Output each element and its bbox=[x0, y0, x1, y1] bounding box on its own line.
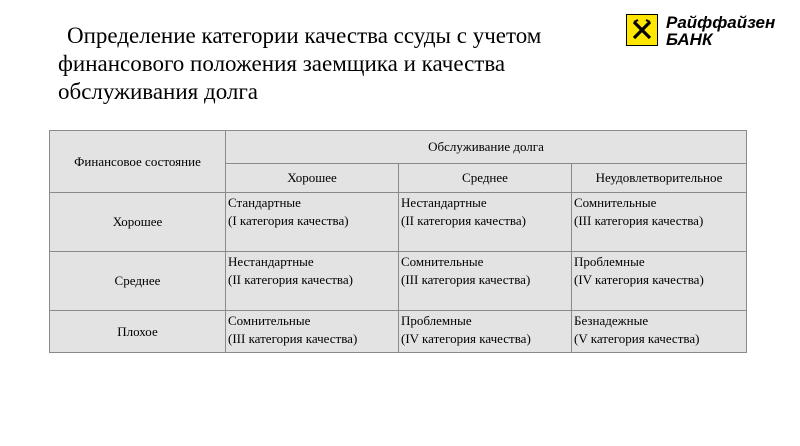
table-cell: Сомнительные (III категория качества) bbox=[572, 193, 747, 252]
quality-category-table bbox=[49, 130, 747, 353]
table-cell: Сомнительные (III категория качества) bbox=[399, 252, 572, 311]
table-cell: Проблемные (IV категория качества) bbox=[572, 252, 747, 311]
financial-state-header: Финансовое состояние bbox=[50, 131, 226, 193]
column-header: Хорошее bbox=[226, 164, 399, 193]
row-label: Среднее bbox=[50, 252, 226, 311]
page-title: Определение категории качества ссуды с учетом финансового положения заемщика и качества обслуживания долга bbox=[58, 23, 542, 104]
debt-service-header: Обслуживание долга bbox=[226, 131, 747, 164]
logo-text-line2: БАНК bbox=[666, 30, 713, 49]
table-row bbox=[50, 193, 747, 252]
table-cell: Нестандартные (II категория качества) bbox=[399, 193, 572, 252]
table-cell: Проблемные (IV категория качества) bbox=[399, 311, 572, 353]
table-row bbox=[50, 252, 747, 311]
column-header: Неудовлетворительное bbox=[572, 164, 747, 193]
table-cell: Безнадежные (V категория качества) bbox=[572, 311, 747, 353]
row-label: Хорошее bbox=[50, 193, 226, 252]
column-header: Среднее bbox=[399, 164, 572, 193]
table-cell: Стандартные (I категория качества) bbox=[226, 193, 399, 252]
table-cell: Сомнительные (III категория качества) bbox=[226, 311, 399, 353]
bank-logo bbox=[626, 14, 775, 48]
table-cell: Нестандартные (II категория качества) bbox=[226, 252, 399, 311]
table-row bbox=[50, 311, 747, 353]
logo-icon bbox=[626, 14, 658, 46]
logo-text-line1: Райффайзен bbox=[666, 13, 776, 32]
row-label: Плохое bbox=[50, 311, 226, 353]
